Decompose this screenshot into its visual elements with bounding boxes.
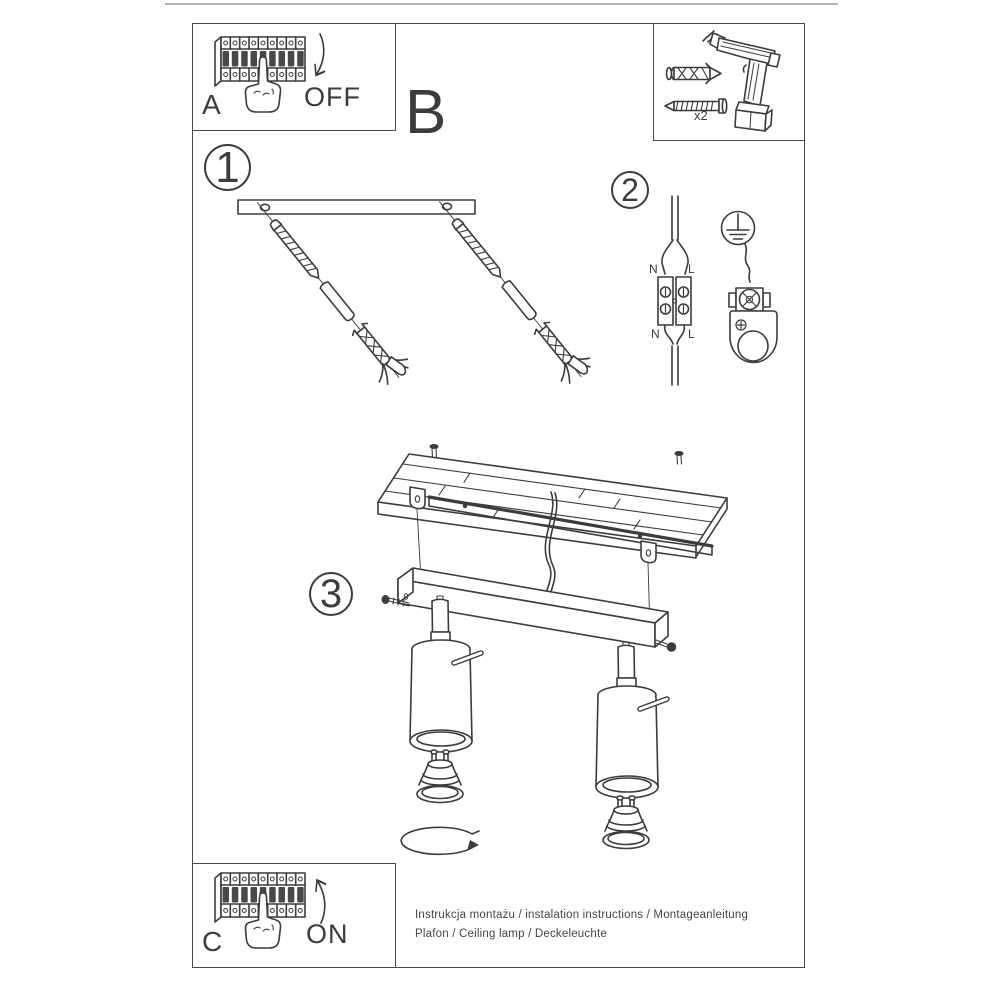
spotlight-right xyxy=(596,642,667,849)
step-3-number: 3 xyxy=(309,572,353,616)
step1-mounting-illustration xyxy=(238,190,595,389)
tools-illustration xyxy=(665,31,780,131)
canopy xyxy=(382,568,677,652)
power-on-label: ON xyxy=(306,919,349,949)
terminal-block xyxy=(658,196,691,385)
step-2-number: 2 xyxy=(611,171,649,209)
caption-line-2: Plafon / Ceiling lamp / Deckeleuchte xyxy=(415,928,607,940)
drill-icon xyxy=(703,31,780,131)
screw-and-plug xyxy=(425,190,595,388)
spotlight-left xyxy=(410,596,481,803)
rotation-arrow xyxy=(401,827,479,854)
live-label-bottom: L xyxy=(688,327,695,341)
section-b-label: B xyxy=(405,78,447,147)
ground-terminal xyxy=(729,244,777,362)
wall-plug-icon xyxy=(667,64,722,84)
panel-c-label: C xyxy=(202,926,223,957)
power-off-label: OFF xyxy=(304,82,361,112)
live-label-top: L xyxy=(688,262,695,276)
step2-wiring-illustration xyxy=(658,196,777,385)
caption-line-1: Instrukcja montażu / instalation instructions / Montageanleitung xyxy=(415,909,749,921)
ground-symbol xyxy=(722,212,755,245)
neutral-label-bottom: N xyxy=(651,327,660,341)
neutral-label-top: N xyxy=(649,262,658,276)
step-1-number: 1 xyxy=(204,144,251,191)
anchor-quantity-label: x2 xyxy=(694,108,708,123)
panel-screws xyxy=(430,444,684,464)
step3-assembly-illustration xyxy=(378,444,727,854)
screw-and-plug xyxy=(243,191,413,389)
panel-a-label: A xyxy=(202,89,221,120)
